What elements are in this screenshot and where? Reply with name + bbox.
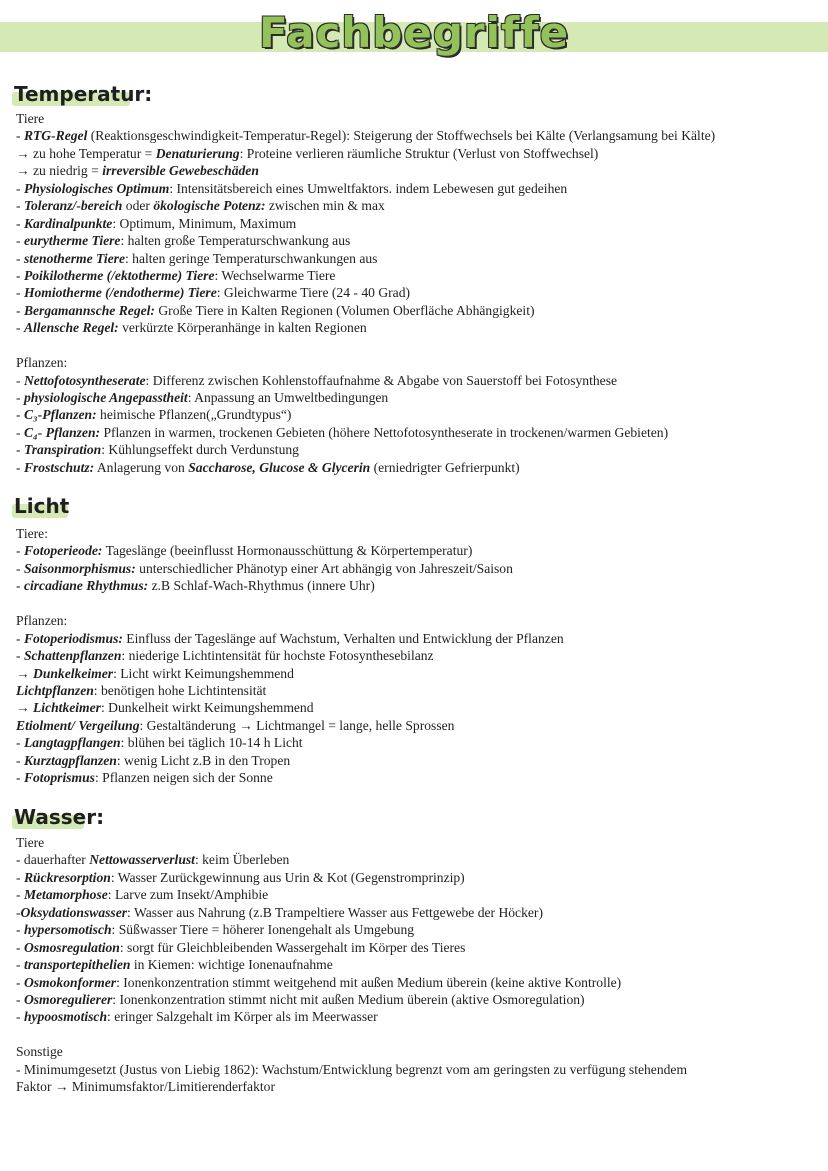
text-segment: : wenig Licht z.B in den Tropen — [116, 752, 291, 768]
text-line — [16, 769, 816, 786]
term: stenotherme Tiere — [23, 250, 125, 266]
text-line — [16, 441, 816, 458]
text-line — [16, 939, 816, 956]
text-segment: Sonstige — [16, 1044, 63, 1060]
term: RTG-Regel — [23, 128, 88, 144]
text-segment: - — [16, 302, 24, 318]
term: Fotoperiodismus: — [23, 630, 123, 646]
term: Bergamannsche Regel: — [23, 302, 155, 318]
term: Homiotherme (/endotherme) Tiere — [23, 285, 217, 301]
text-segment: : halten große Temperaturschwankung aus — [120, 233, 351, 249]
term: Rückresorption — [23, 869, 111, 885]
text-line — [16, 525, 816, 542]
text-segment: : Ionenkonzentration stimmt weitgehend mit außen Medium überein (keine aktive Kontrolle) — [116, 974, 622, 990]
text-line — [16, 734, 816, 751]
text-line — [16, 1008, 816, 1025]
text-segment: z.B Schlaf-Wach-Rhythmus (innere Uhr) — [148, 578, 375, 594]
text-segment: : Optimum, Minimum, Maximum — [112, 215, 297, 231]
text-segment: - — [16, 752, 24, 768]
text-line — [16, 904, 816, 921]
term: Kardinalpunkte — [23, 215, 113, 231]
text-segment: : Kühlungseffekt durch Verdunstung — [101, 442, 299, 458]
text-line — [16, 1078, 816, 1095]
text-segment: unterschiedlicher Phänotyp einer Art abhängig von Jahreszeit/Saison — [135, 560, 513, 576]
text-segment: - — [16, 939, 24, 955]
text-segment: Pflanzen: — [16, 355, 68, 371]
text-segment: : Proteine verlieren räumliche Struktur (Verlust von Stoffwechsel) — [239, 145, 599, 161]
text-segment: Pflanzen: — [16, 613, 68, 629]
text-segment: → — [16, 700, 33, 716]
text-segment: - — [16, 770, 24, 786]
term: Dunkelkeimer — [33, 665, 114, 681]
text-segment: - — [16, 578, 24, 594]
term: Schattenpflanzen — [23, 648, 122, 664]
text-segment: → — [16, 665, 33, 681]
text-segment: - — [16, 974, 24, 990]
text-line — [16, 717, 816, 734]
text-line — [16, 354, 816, 371]
term: Nettowasserverlust — [89, 852, 195, 868]
text-segment: : keim Überleben — [194, 852, 290, 868]
term: Transpiration — [23, 442, 102, 458]
term: Denaturierung — [155, 145, 240, 161]
section-heading-wasser — [14, 805, 104, 829]
text-segment: - — [16, 407, 24, 423]
term: Allensche Regel: — [23, 320, 119, 336]
text-line — [16, 267, 816, 284]
text-segment: - — [16, 424, 24, 440]
text-segment: : Intensitätsbereich eines Umweltfaktors. indem Lebewesen gut gedeihen — [169, 180, 568, 196]
term: irreversible Gewebeschäden — [102, 163, 259, 179]
text-segment: - — [16, 128, 24, 144]
term: Poikilotherme (/ektotherme) Tiere — [23, 267, 215, 283]
text-segment: : Wechselwarme Tiere — [214, 267, 336, 283]
text-segment: - — [16, 543, 24, 559]
text-line — [16, 956, 816, 973]
text-segment: : Dunkelheit wirkt Keimungshemmend — [100, 700, 314, 716]
term: C₃-Pflanzen: — [23, 407, 97, 423]
text-segment: - — [16, 648, 24, 664]
text-segment: : Wasser aus Nahrung (z.B Trampeltiere Wasser aus Fettgewebe der Höcker) — [127, 904, 543, 920]
text-line — [16, 406, 816, 423]
text-segment: : Süßwasser Tiere = höherer Ionengehalt als Umgebung — [111, 922, 415, 938]
text-line — [16, 232, 816, 249]
text-segment: : Differenz zwischen Kohlenstoffaufnahme & Abgabe von Sauerstoff bei Fotosynthese — [145, 372, 618, 388]
text-line — [16, 647, 816, 664]
page-title: Fachbegriffe — [258, 8, 570, 57]
term: C₄- Pflanzen: — [23, 424, 101, 440]
section-heading-suffix: : — [96, 805, 105, 829]
term: Kurztagpflanzen — [23, 752, 117, 768]
section-heading-temperatur — [14, 82, 152, 106]
section-heading-licht — [14, 494, 69, 518]
text-segment: - — [16, 735, 24, 751]
text-line — [16, 834, 816, 851]
term: Lichtpflanzen — [16, 682, 94, 698]
text-line — [16, 665, 816, 682]
text-segment: - — [16, 442, 24, 458]
text-line — [16, 577, 816, 594]
text-line — [16, 459, 816, 476]
text-segment: - — [16, 250, 24, 266]
term: Saccharose, Glucose & Glycerin — [188, 459, 371, 475]
text-line — [16, 991, 816, 1008]
text-segment: oder — [122, 198, 154, 214]
text-line — [16, 851, 816, 868]
section-heading-text: Licht — [14, 494, 70, 518]
text-segment: - — [16, 390, 24, 405]
text-segment: (erniedrigter Gefrierpunkt) — [370, 459, 520, 475]
text-line — [16, 869, 816, 886]
text-segment: - Minimumgesetzt (Justus von Liebig 1862): Wachstum/Entwicklung begrenzt vom am geringsten zu verfügung stehendem — [16, 1061, 688, 1077]
text-segment: Pflanzen in warmen, trockenen Gebieten (höhere Nettofotosyntheserate in trockenen/warmen Gebieten) — [100, 424, 669, 440]
term: Lichtkeimer — [33, 700, 101, 716]
text-segment: in Kiemen: wichtige Ionenaufnahme — [130, 957, 333, 973]
term: Saisonmorphismus: — [23, 560, 136, 576]
term: Physiologisches Optimum — [23, 180, 170, 196]
term: eurytherme Tiere — [23, 233, 121, 249]
text-segment: : sorgt für Gleichbleibenden Wassergehalt im Körper des Tieres — [119, 939, 466, 955]
text-segment: - dauerhafter — [16, 852, 90, 868]
text-segment: Tiere — [16, 835, 45, 850]
term: physiologische Angepasstheit — [23, 390, 188, 405]
text-segment: zwischen min & max — [265, 198, 385, 214]
text-segment: - — [16, 215, 24, 231]
term: transportepithelien — [23, 957, 131, 973]
text-segment: - — [16, 887, 24, 903]
text-segment: Anlagerung von — [94, 459, 189, 475]
text-line — [16, 752, 816, 769]
text-line — [16, 699, 816, 716]
text-line — [16, 560, 816, 577]
text-segment: - — [16, 560, 24, 576]
blank-line — [16, 337, 816, 354]
text-segment: - — [16, 372, 24, 388]
text-segment: Tageslänge (beeinflusst Hormonausschüttung & Körpertemperatur) — [102, 543, 473, 559]
text-segment: Tiere: — [16, 526, 48, 541]
text-segment: - — [16, 630, 24, 646]
text-line — [16, 1061, 816, 1078]
text-line — [16, 250, 816, 267]
text-line — [16, 921, 816, 938]
term: ökologische Potenz: — [153, 198, 266, 214]
text-segment: - — [16, 459, 24, 475]
text-segment: : Anpassung an Umweltbedingungen — [187, 390, 389, 405]
section-heading-text: Temperatur — [14, 82, 145, 106]
text-line — [16, 372, 816, 389]
text-segment: : Licht wirkt Keimungshemmend — [113, 665, 294, 681]
section-body-licht — [16, 525, 816, 787]
text-segment: : eringer Salzgehalt im Körper als im Meerwasser — [107, 1009, 378, 1025]
text-line — [16, 110, 816, 127]
text-segment: - — [16, 922, 24, 938]
section-heading-suffix: : — [144, 82, 153, 106]
text-line — [16, 1043, 816, 1060]
text-segment: - — [16, 957, 24, 973]
text-line — [16, 682, 816, 699]
term: Etiolment/ Vergeilung — [16, 717, 140, 733]
text-segment: : halten geringe Temperaturschwankungen aus — [125, 250, 378, 266]
term: Fotoperieode: — [23, 543, 103, 559]
text-segment: heimische Pflanzen(„Grundtypus“) — [96, 407, 292, 423]
term: hypoosmotisch — [23, 1009, 108, 1025]
text-segment: - — [16, 285, 24, 301]
text-line — [16, 284, 816, 301]
text-segment: : benötigen hohe Lichtintensität — [93, 682, 267, 698]
text-segment: verkürzte Körperanhänge in kalten Regionen — [118, 320, 367, 336]
text-line — [16, 197, 816, 214]
term: Osmosregulation — [23, 939, 120, 955]
text-segment: - — [16, 180, 24, 196]
text-segment: (Reaktionsgeschwindigkeit-Temperatur-Regel): Steigerung der Stoffwechsels bei Kälte (Verlangsamung bei Kälte) — [87, 128, 716, 144]
term: Metamorphose — [23, 887, 108, 903]
text-line — [16, 127, 816, 144]
text-segment: : Larve zum Insekt/Amphibie — [107, 887, 269, 903]
text-segment: Einfluss der Tageslänge auf Wachstum, Verhalten und Entwicklung der Pflanzen — [122, 630, 564, 646]
term: Langtagpflangen — [23, 735, 121, 751]
text-line — [16, 302, 816, 319]
blank-line — [16, 1026, 816, 1043]
text-segment: - — [16, 267, 24, 283]
text-segment: - — [16, 991, 24, 1007]
section-body-temperatur — [16, 110, 816, 476]
text-segment: : Gestaltänderung → Lichtmangel = lange, helle Sprossen — [139, 717, 455, 733]
text-segment: : Gleichwarme Tiere (24 - 40 Grad) — [216, 285, 411, 301]
text-line — [16, 319, 816, 336]
text-line — [16, 162, 816, 179]
text-line — [16, 612, 816, 629]
text-line — [16, 974, 816, 991]
text-line — [16, 389, 816, 406]
text-segment: - — [16, 198, 24, 214]
text-segment: - — [16, 233, 24, 249]
term: Osmokonformer — [23, 974, 117, 990]
term: circadiane Rhythmus: — [23, 578, 149, 594]
text-segment: Faktor → Minimumsfaktor/Limitierenderfaktor — [16, 1079, 275, 1095]
text-line — [16, 630, 816, 647]
term: Nettofotosyntheserate — [23, 372, 146, 388]
text-line — [16, 542, 816, 559]
section-heading-text: Wasser — [14, 805, 97, 829]
term: Osmoregulierer — [23, 991, 113, 1007]
text-segment: - — [16, 869, 24, 885]
term: Frostschutz: — [23, 459, 95, 475]
text-segment: - — [16, 1009, 24, 1025]
text-segment: : blühen bei täglich 10-14 h Licht — [120, 735, 303, 751]
text-line — [16, 886, 816, 903]
text-segment: : niederige Lichtintensität für hochste Fotosynthesebilanz — [121, 648, 434, 664]
term: Fotoprismus — [23, 770, 95, 786]
text-segment: : Wasser Zurückgewinnung aus Urin & Kot (Gegenstromprinzip) — [110, 869, 465, 885]
text-segment: - — [16, 904, 21, 920]
blank-line — [16, 595, 816, 612]
section-body-wasser — [16, 834, 816, 1096]
term: Oksydationswasser — [20, 904, 128, 920]
text-line — [16, 145, 816, 162]
text-line — [16, 180, 816, 197]
text-line — [16, 424, 816, 441]
text-segment: Tiere — [16, 111, 45, 126]
text-segment: Große Tiere in Kalten Regionen (Volumen Oberfläche Abhängigkeit) — [154, 302, 535, 318]
term: hypersomotisch — [23, 922, 112, 938]
term: Toleranz/-bereich — [23, 198, 123, 214]
text-line — [16, 215, 816, 232]
text-segment: : Pflanzen neigen sich der Sonne — [94, 770, 273, 786]
text-segment: → zu hohe Temperatur = — [16, 145, 156, 161]
text-segment: : Ionenkonzentration stimmt nicht mit außen Medium überein (aktive Osmoregulation) — [112, 991, 585, 1007]
text-segment: → zu niedrig = — [16, 163, 103, 179]
text-segment: - — [16, 320, 24, 336]
